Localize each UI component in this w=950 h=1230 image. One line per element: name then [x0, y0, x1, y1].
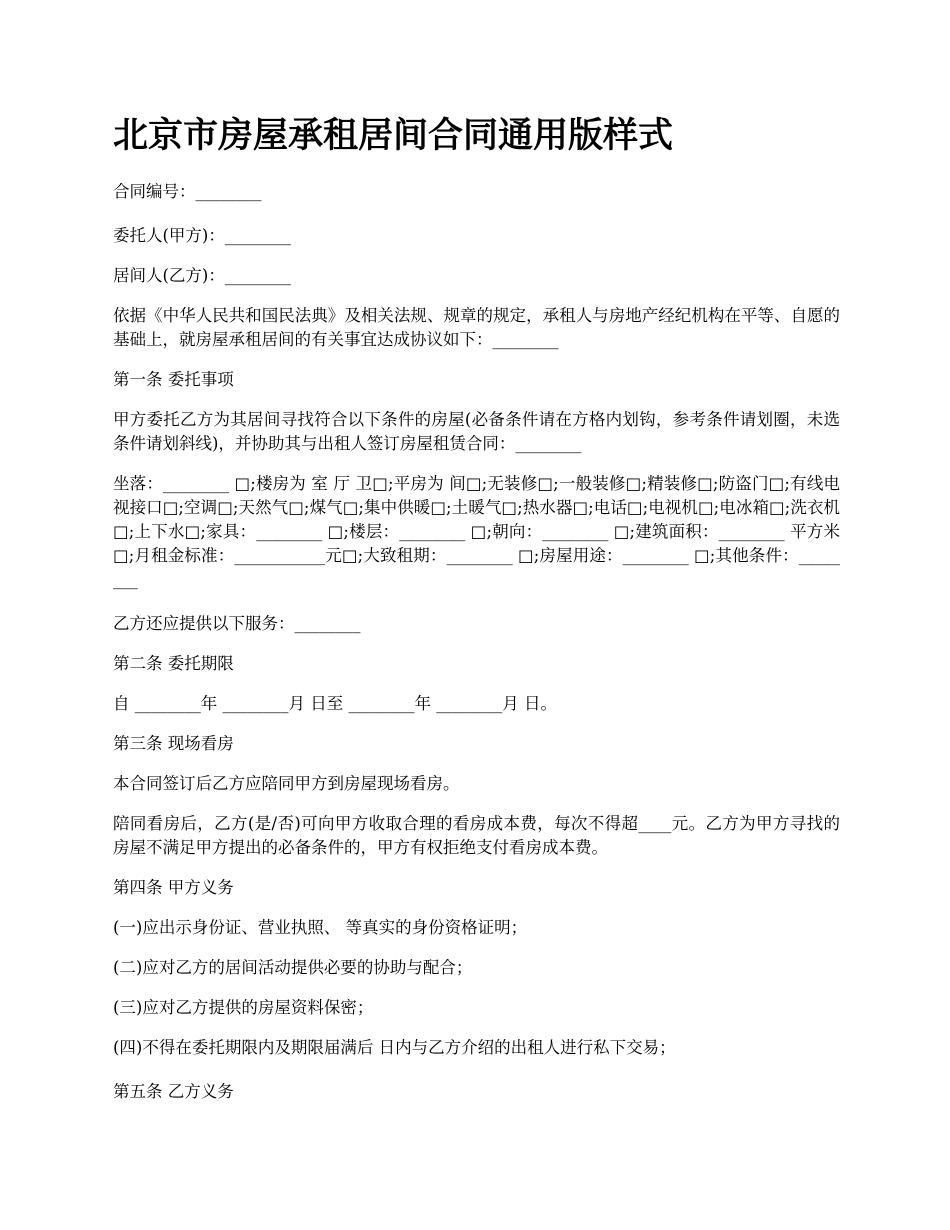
party-a-duty-3: (三)应对乙方提供的房屋资料保密； — [113, 998, 374, 1017]
contract-number: 合同编号：________ — [113, 182, 262, 201]
property-conditions: 坐落：________ □;楼房为 室 厅 卫□;平房为 间□;无装修□;一般装修□;精装修□;防盗门□;有线电视接口□;空调□;天然气□;煤气□;集中供暖□;土暖气□;热水器□;电话□;电视机□;电冰箱□;洗衣机□;上下水□;家具：________ □;楼层：________ □;朝向：________ □;建筑面积：________ 平方米□;月租金标准：___________元□;大致租期：________ □;房屋用途：________ □;其他条件：________ — [113, 474, 840, 589]
document-title: 北京市房屋承租居间合同通用版样式 — [113, 116, 674, 156]
party-a: 委托人(甲方)：________ — [113, 226, 291, 245]
party-b: 居间人(乙方)：________ — [113, 266, 291, 285]
article-5-heading: 第五条 乙方义务 — [113, 1082, 234, 1101]
party-a-duty-4: (四)不得在委托期限内及期限届满后 日内与乙方介绍的出租人进行私下交易； — [113, 1038, 676, 1057]
commission-period: 自 ________年 ________月 日至 ________年 ________月 日。 — [113, 694, 557, 713]
preamble: 依据《中华人民共和国民法典》及相关法规、规章的规定，承租人与房地产经纪机构在平等、自愿的基础上，就房屋承租居间的有关事宜达成协议如下：________ — [113, 306, 840, 349]
article-1-body: 甲方委托乙方为其居间寻找符合以下条件的房屋(必备条件请在方格内划钩，参考条件请划圈，未选条件请划斜线)，并协助其与出租人签订房屋租赁合同：________ — [113, 410, 840, 453]
extra-services: 乙方还应提供以下服务：________ — [113, 614, 361, 633]
party-a-duty-2: (二)应对乙方的居间活动提供必要的协助与配合； — [113, 958, 473, 977]
article-1-heading: 第一条 委托事项 — [113, 370, 234, 389]
article-2-heading: 第二条 委托期限 — [113, 654, 234, 673]
viewing-fee-clause: 陪同看房后，乙方(是/否)可向甲方收取合理的看房成本费，每次不得超____元。乙方为甲方寻找的房屋不满足甲方提出的必备条件的，甲方有权拒绝支付看房成本费。 — [113, 814, 840, 857]
article-3-heading: 第三条 现场看房 — [113, 734, 234, 753]
party-a-duty-1: (一)应出示身份证、营业执照、 等真实的身份资格证明； — [113, 918, 528, 937]
article-4-heading: 第四条 甲方义务 — [113, 878, 234, 897]
viewing-clause: 本合同签订后乙方应陪同甲方到房屋现场看房。 — [113, 774, 460, 793]
